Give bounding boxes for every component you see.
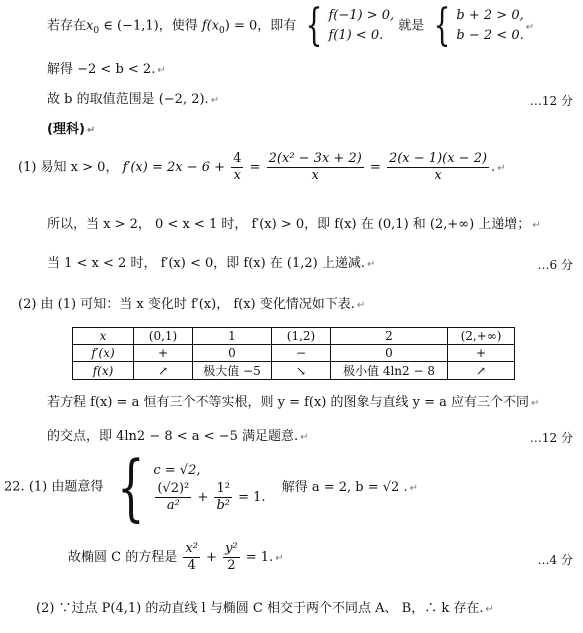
- para-mark: ↵: [525, 21, 535, 33]
- table-cell: 极大值 −5: [193, 362, 272, 380]
- denominator: b²: [216, 497, 230, 513]
- text-segment: (1) 易知 x > 0，: [18, 160, 119, 175]
- left-brace: {: [116, 445, 145, 529]
- text-segment: f(x: [201, 18, 220, 34]
- heading-like: [47, 121, 95, 140]
- text-segment: 就是: [398, 18, 425, 34]
- text-segment: 解得 a = 2, b = √2 .: [281, 479, 408, 495]
- line-three-roots: [47, 394, 539, 413]
- denominator: x: [434, 168, 442, 183]
- system-line: c = √2,: [153, 462, 201, 478]
- para-mark: ↵: [409, 482, 418, 494]
- system-2: [456, 6, 523, 46]
- fraction: [387, 151, 489, 184]
- score-mark: …4 分: [537, 553, 573, 567]
- table-cell: ↘: [272, 362, 331, 380]
- text-segment: +: [193, 489, 213, 505]
- table-cell: x: [73, 328, 134, 345]
- left-brace: {: [306, 0, 323, 51]
- system-line: b + 2 > 0,: [456, 8, 524, 23]
- text-segment: = 1.: [241, 550, 274, 565]
- problem-number: 22.: [4, 479, 25, 495]
- fraction: [267, 151, 364, 184]
- denominator: a²: [166, 497, 180, 513]
- text-segment: =: [245, 160, 265, 175]
- line-derivative: [18, 150, 506, 187]
- denominator: x: [233, 168, 241, 183]
- para-mark: ↵: [356, 300, 366, 311]
- text-segment: =: [365, 160, 385, 175]
- text-segment: .: [491, 160, 496, 175]
- para-mark: ↵: [497, 163, 506, 174]
- text-segment: (理科): [47, 122, 85, 137]
- numerator: 2(x² − 3x + 2): [268, 151, 362, 166]
- text-segment: +: [201, 550, 222, 565]
- numerator: 1²: [214, 481, 232, 498]
- score-mark: …12 分: [529, 431, 573, 445]
- numerator: 2(x − 1)(x − 2): [388, 151, 488, 166]
- system-22: [153, 461, 265, 514]
- table-cell: f′(x): [73, 345, 134, 362]
- text-segment: 故 b 的取值范围是 (−2, 2).: [47, 92, 209, 107]
- table-cell: −: [272, 345, 331, 362]
- text-segment: 若方程 f(x) = a 恒有三个不等实根，则 y = f(x) 的图象与直线 y = a 应有三个不同: [47, 395, 530, 410]
- table-cell: 1: [193, 328, 272, 345]
- table-cell: 0: [331, 345, 448, 362]
- left-brace: {: [434, 0, 451, 51]
- denominator: 2: [227, 558, 236, 573]
- fraction: [231, 151, 243, 184]
- table-cell: 0: [193, 345, 272, 362]
- para-mark: ↵: [157, 65, 166, 76]
- para-mark: ↵: [531, 398, 540, 409]
- system-line: f(1) < 0.: [328, 28, 384, 43]
- table-cell: +: [448, 345, 515, 362]
- text-segment: = 1.: [233, 489, 266, 505]
- text-segment: 若存在: [47, 18, 87, 34]
- numerator: x²: [185, 541, 198, 556]
- table-row: [73, 345, 515, 362]
- table-cell: f(x): [73, 362, 134, 380]
- table-cell: ↗: [134, 362, 193, 380]
- line-intersection: [47, 428, 309, 447]
- system-line: f(−1) > 0,: [328, 8, 395, 23]
- table-cell: 极小值 4ln2 − 8: [331, 362, 448, 380]
- table-cell: (1,2): [272, 328, 331, 345]
- text-segment: 的交点，即 4ln2 − 8 < a < −5 满足题意.: [47, 429, 299, 444]
- line-ellipse: [68, 540, 284, 577]
- score-mark: …12 分: [529, 94, 573, 108]
- fraction: [223, 541, 240, 574]
- table-row: [73, 362, 515, 380]
- para-mark: ↵: [86, 125, 96, 136]
- line-range: [47, 91, 219, 110]
- text-segment: 故椭圆 C 的方程是: [68, 550, 182, 565]
- para-mark: ↵: [275, 553, 284, 564]
- line-increasing: [47, 216, 541, 235]
- para-mark: ↵: [300, 432, 309, 443]
- line-table-intro: [18, 296, 365, 315]
- para-mark: ↵: [367, 259, 376, 270]
- table-cell: (2,+∞): [448, 328, 515, 345]
- text-segment: f′(x) = 2x − 6 +: [122, 160, 230, 175]
- table-cell: (0,1): [134, 328, 193, 345]
- text-segment: 当 1 < x < 2 时， f′(x) < 0，即 f(x) 在 (1,2) 上递减.: [47, 256, 366, 271]
- para-mark: ↵: [210, 95, 220, 106]
- text-segment: (1) 由题意得: [28, 479, 104, 495]
- fraction: [214, 481, 232, 514]
- table-cell: +: [134, 345, 193, 362]
- line-problem-22: [4, 445, 418, 529]
- text-segment: (2) 由 (1) 可知：当 x 变化时 f′(x)， f(x) 变化情况如下表.: [18, 297, 355, 312]
- fraction: [183, 541, 200, 574]
- score-mark: …6 分: [537, 258, 573, 272]
- system-line: b − 2 < 0.: [456, 28, 524, 43]
- denominator: x: [311, 168, 319, 183]
- text-segment: 所以，当 x > 2， 0 < x < 1 时， f′(x) > 0，即 f(x) 在 (0,1) 和 (2,+∞) 上递增；: [47, 217, 531, 232]
- line-part-2: [36, 600, 494, 619]
- line-solve: [47, 61, 166, 80]
- line-existence: 若存在$x_0$ ∈ (−1,1)，使得 $f(x_0) = 0$，即有 { f(−1) > 0, f(1) < 0. 就是 { b + 2 > 0, b − 2 < 0.↵: [47, 0, 535, 51]
- text-segment: 解得 −2 < b < 2.: [47, 62, 156, 77]
- text-segment: ) = 0，即有: [224, 18, 297, 34]
- para-mark: ↵: [485, 604, 494, 615]
- system-1: [328, 6, 394, 46]
- numerator: y²: [225, 541, 238, 556]
- variation-table: [72, 327, 515, 380]
- text-segment: x: [86, 18, 94, 34]
- text-segment: (2) ∵过点 P(4,1) 的动直线 l 与椭圆 C 相交于两个不同点 A、 B，∴ k 存在.: [36, 601, 484, 616]
- para-mark: ↵: [532, 220, 541, 231]
- numerator: 4: [233, 151, 242, 166]
- table-cell: 2: [331, 328, 448, 345]
- line-decreasing: [47, 255, 375, 274]
- numerator: (√2)²: [157, 480, 190, 496]
- table-row: [73, 328, 515, 345]
- table-cell: ↗: [448, 362, 515, 380]
- denominator: 4: [187, 558, 196, 573]
- fraction: [155, 481, 191, 514]
- text-segment: ∈ (−1,1)，使得: [99, 18, 202, 34]
